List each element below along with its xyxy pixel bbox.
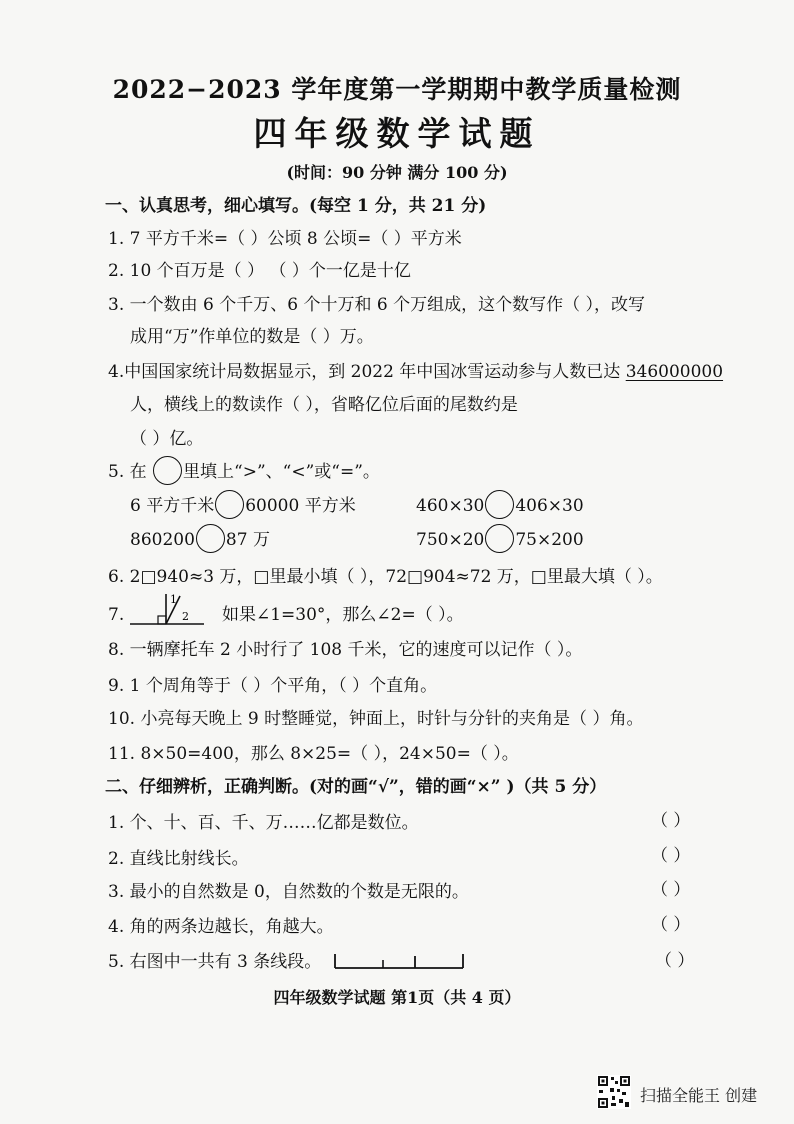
question-1-8: 8. 一辆摩托车 2 小时行了 108 千米，它的速度可以记作（ ）。 (108, 640, 583, 660)
compare-left-d: 750×20 (416, 530, 485, 550)
compare-circle (196, 524, 225, 553)
compare-right-b: 406×30 (515, 496, 584, 516)
angle-label-1: 1 (170, 593, 177, 606)
question-1-4a-number: 346000000 (625, 362, 724, 382)
compare-row-2-right (416, 528, 584, 553)
compare-left-c: 860200 (130, 530, 195, 550)
question-1-2: 2. 10 个百万是（ ） （ ）个一亿是十亿 (108, 261, 411, 281)
question-1-5 (108, 460, 380, 485)
section1-heading: 一、认真思考，细心填写。(每空 1 分，共 21 分) (105, 196, 487, 216)
question-1-4c: （ ）亿。 (130, 429, 204, 449)
angle-figure (128, 590, 208, 630)
exam-title: 2022−2023 学年度第一学期期中教学质量检测 (112, 75, 682, 104)
compare-right-c: 87 万 (225, 530, 270, 550)
judge-2-answer: （ ） (651, 846, 691, 866)
judge-3: 3. 最小的自然数是 0，自然数的个数是无限的。 (108, 882, 469, 902)
compare-right-d: 75×200 (515, 530, 584, 550)
question-1-3a: 3. 一个数由 6 个千万、6 个十万和 6 个万组成，这个数写作（ ），改写 (108, 295, 645, 315)
judge-5-answer: （ ） (655, 951, 695, 971)
question-1-4a-text: 4.中国国家统计局数据显示，到 2022 年中国冰雪运动参与人数已达 (108, 362, 626, 382)
judge-1: 1. 个、十、百、千、万……亿都是数位。 (108, 813, 419, 833)
compare-circle (215, 490, 244, 519)
question-1-9: 9. 1 个周角等于（ ）个平角，（ ）个直角。 (108, 676, 438, 696)
question-1-4b: 人，横线上的数读作（ ），省略亿位后面的尾数约是 (130, 395, 518, 415)
section2-heading: 二、仔细辨析，正确判断。(对的画“√”，错的画“×” )（共 5 分） (105, 777, 607, 797)
angle-label-2: 2 (182, 610, 189, 623)
question-1-4a (108, 360, 723, 384)
judge-4-answer: （ ） (651, 915, 691, 935)
qr-code-icon (597, 1075, 631, 1109)
scanner-watermark: 扫描全能王 创建 (640, 1086, 758, 1105)
compare-left-b: 460×30 (416, 496, 485, 516)
compare-circle (485, 490, 514, 519)
question-1-11: 11. 8×50=400，那么 8×25=（ ），24×50=（ ）。 (108, 744, 519, 764)
question-1-7-number: 7. (108, 605, 125, 625)
judge-1-answer: （ ） (651, 811, 691, 831)
question-1-6: 6. 2□940≈3 万，□里最小填（ ），72□904≈72 万，□里最大填（ ）。 (108, 567, 663, 587)
judge-5: 5. 右图中一共有 3 条线段。 (108, 952, 322, 972)
exam-subtitle: 四年级数学试题 (253, 114, 541, 153)
page-footer: 四年级数学试题 第1页（共 4 页） (273, 988, 521, 1007)
compare-circle (485, 524, 514, 553)
question-1-1: 1. 7 平方千米=（ ）公顷 8 公顷=（ ）平方米 (108, 229, 462, 249)
question-1-7-text: 如果∠1=30°，那么∠2=（ ）。 (222, 605, 464, 625)
compare-circle (153, 456, 182, 485)
compare-left-a: 6 平方千米 (130, 496, 215, 516)
judge-3-answer: （ ） (651, 880, 691, 900)
question-1-5-post: 里填上“>”、“<”或“=”。 (183, 462, 380, 482)
judge-2: 2. 直线比射线长。 (108, 849, 249, 869)
segment-figure (333, 950, 465, 972)
judge-4: 4. 角的两条边越长，角越大。 (108, 917, 334, 937)
exam-info: (时间：90 分钟 满分 100 分) (286, 163, 508, 182)
compare-row-1-right (416, 494, 584, 519)
question-1-5-pre: 5. 在 (108, 462, 153, 482)
compare-row-1-left (130, 494, 356, 519)
question-1-10: 10. 小亮每天晚上 9 时整睡觉，钟面上，时针与分针的夹角是（ ）角。 (108, 709, 644, 729)
question-1-3b: 成用“万”作单位的数是（ ）万。 (130, 327, 374, 347)
compare-right-a: 60000 平方米 (245, 496, 356, 516)
compare-row-2-left (130, 528, 270, 553)
